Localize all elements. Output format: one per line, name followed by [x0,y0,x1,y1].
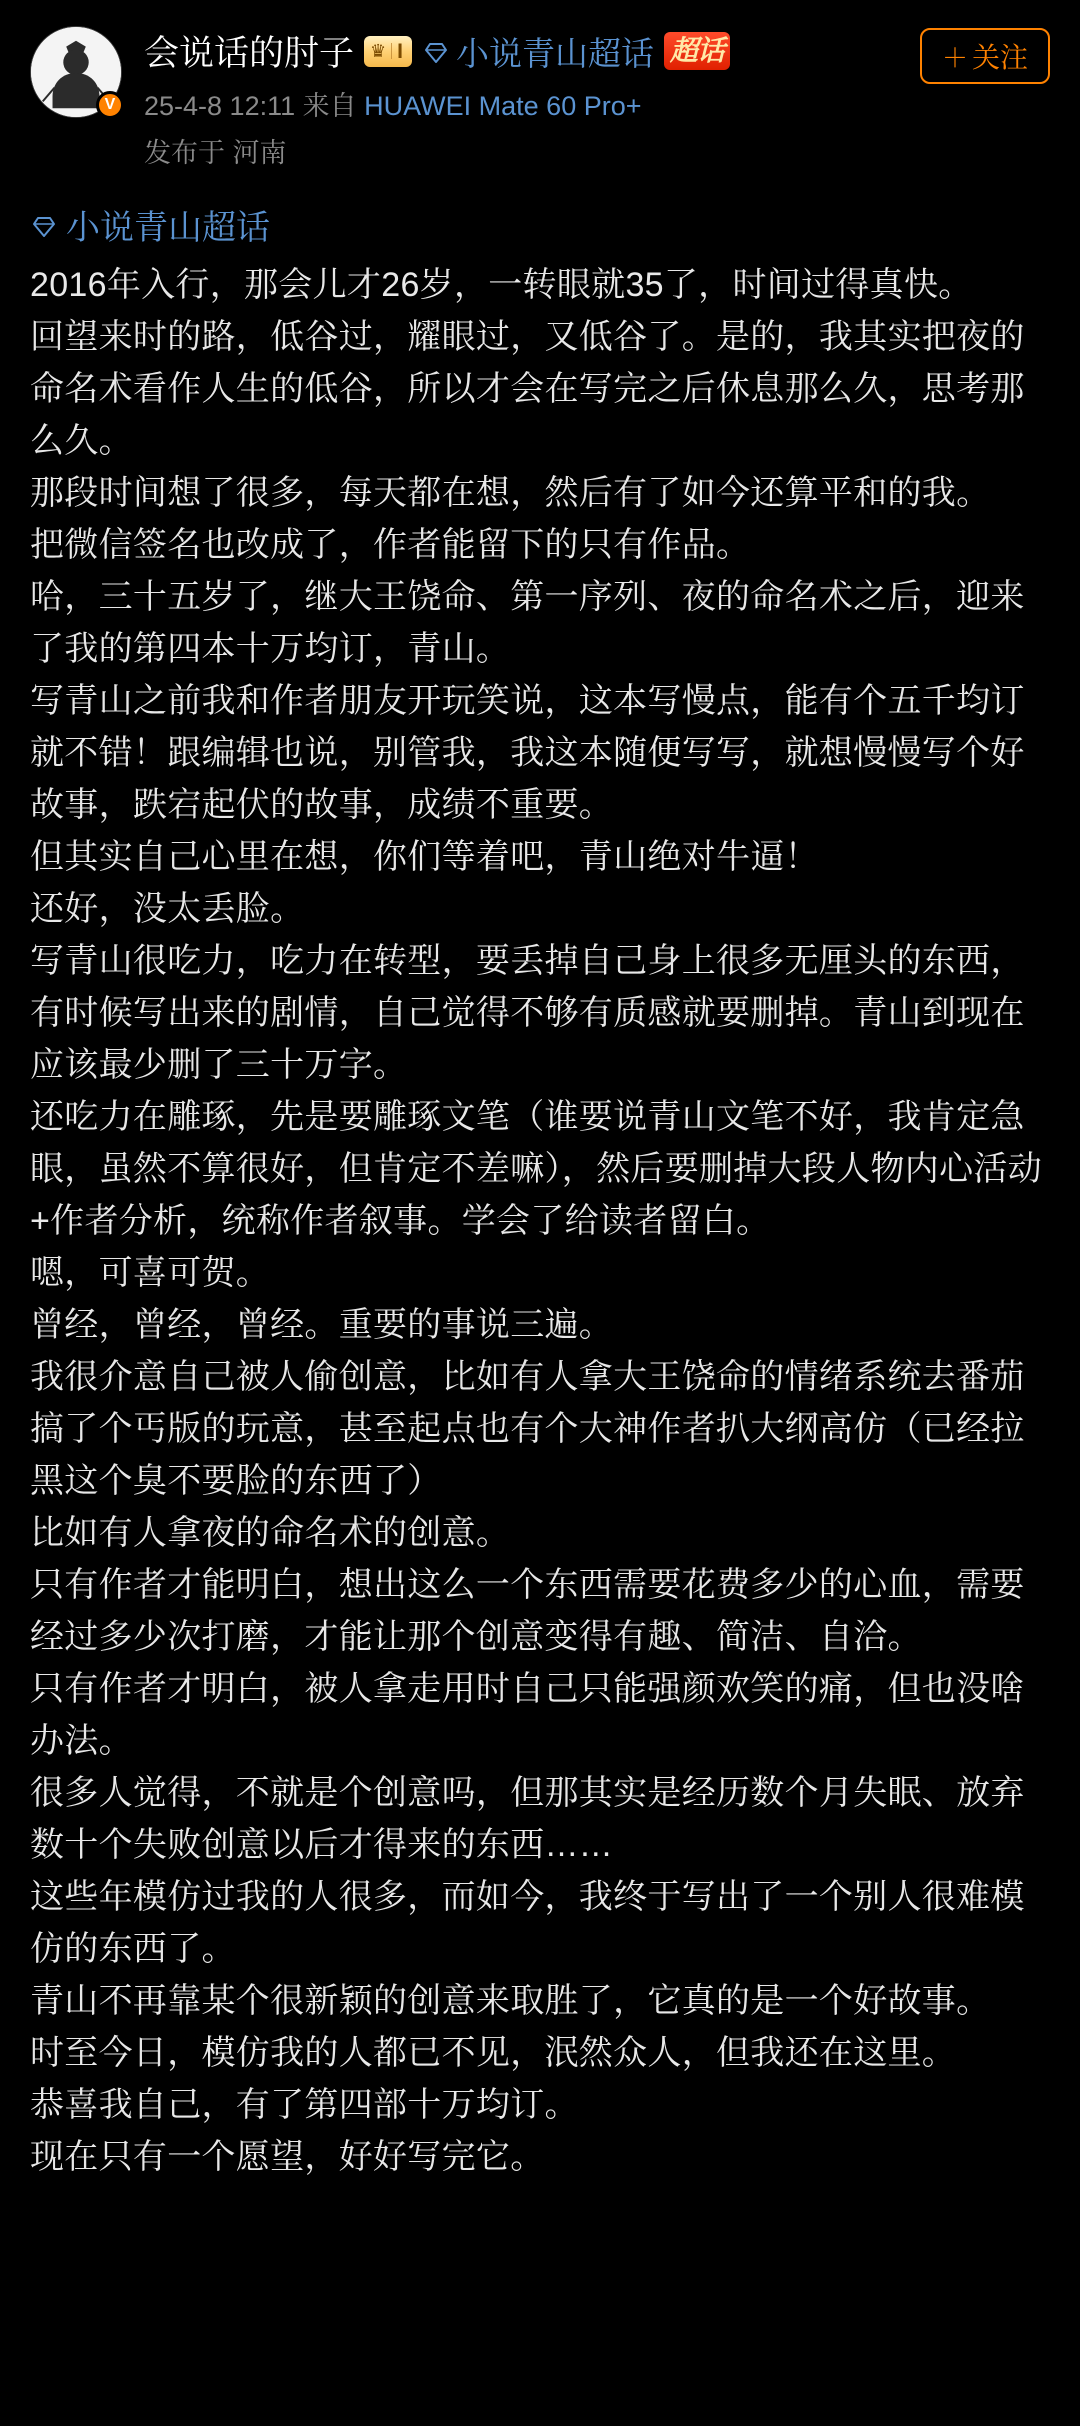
post-location-row [144,131,1050,170]
post-paragraph: 只有作者才明白，被人拿走用时自己只能强颜欢笑的痛，但也没啥办法。 [30,1670,1025,1760]
post-meta [144,84,1050,123]
post-paragraph: 嗯，可喜可贺。 [30,1254,271,1292]
body-topic-link[interactable] [30,200,1050,249]
vip-level-label: I [397,39,403,63]
post-paragraph: 只有作者才能明白，想出这么一个东西需要花费多少的心血，需要经过多少次打磨，才能让那个创意变得有趣、简洁、自洽。 [30,1566,1025,1656]
follow-button-label: 关注 [971,42,1028,73]
follow-button[interactable] [920,28,1050,84]
post-content [30,200,1050,2207]
post-paragraph: 回望来时的路，低谷过，耀眼过，又低谷了。是的，我其实把夜的命名术看作人生的低谷，所以才会在写完之后休息那么久，思考那么久。 [30,318,1025,460]
author-name-row [144,28,1050,74]
author-info [144,26,1050,170]
post-paragraph: 写青山之前我和作者朋友开玩笑说，这本写慢点，能有个五千均订就不错！跟编辑也说，别管我，我这本随便写写，就想慢慢写个好故事，跌宕起伏的故事，成绩不重要。 [30,682,1025,824]
post-paragraph: 我很介意自己被人偷创意，比如有人拿大王饶命的情绪系统去番茄搞了个丐版的玩意，甚至起点也有个大神作者扒大纲高仿（已经拉黑这个臭不要脸的东西了） [30,1358,1025,1500]
post-paragraph: 那段时间想了很多，每天都在想，然后有了如今还算平和的我。 [30,474,991,512]
source-prefix: 来自 [302,91,357,121]
post-paragraph: 恭喜我自己，有了第四部十万均订。 [30,2086,579,2124]
post-paragraph: 青山不再靠某个很新颖的创意来取胜了，它真的是一个好故事。 [30,1982,991,2020]
post-paragraph: 曾经，曾经，曾经。重要的事说三遍。 [30,1306,614,1344]
post-paragraph: 时至今日，模仿我的人都已不见，泯然众人，但我还在这里。 [30,2034,957,2072]
post-timestamp: 25-4-8 12:11 [144,91,296,121]
header-topic-label: 小说青山超话 [456,34,654,72]
post-paragraph: 哈，三十五岁了，继大王饶命、第一序列、夜的命名术之后，迎来了我的第四本十万均订，青山。 [30,578,1025,668]
post-paragraph: 很多人觉得，不就是个创意吗，但那其实是经历数个月失眠、放弃数十个失败创意以后才得来的东西…… [30,1774,1025,1864]
vip-level-badge[interactable] [364,36,412,67]
post-device[interactable]: HUAWEI Mate 60 Pro+ [364,91,642,121]
post-paragraph: 这些年模仿过我的人很多，而如今，我终于写出了一个别人很难模仿的东西了。 [30,1878,1025,1968]
diamond-icon [30,211,58,239]
post-paragraph: 2016年入行，那会儿才26岁，一转眼就35了，时间过得真快。 [30,266,973,304]
super-topic-badge[interactable]: 超话 [664,32,730,70]
avatar[interactable] [30,26,122,118]
badge-divider [391,43,392,59]
header-topic-link[interactable] [422,28,654,75]
post-paragraph: 写青山很吃力，吃力在转型，要丢掉自己身上很多无厘头的东西，有时候写出来的剧情，自己觉得不够有质感就要删掉。青山到现在应该最少删了三十万字。 [30,942,1025,1084]
post-paragraph: 但其实自己心里在想，你们等着吧，青山绝对牛逼！ [30,838,819,876]
post-location: 河南 [232,138,287,168]
verified-badge: V [96,91,124,119]
post-paragraph: 把微信签名也改成了，作者能留下的只有作品。 [30,526,751,564]
author-name[interactable]: 会说话的肘子 [144,34,355,73]
body-topic-label: 小说青山超话 [66,209,270,247]
post-paragraph: 还吃力在雕琢，先是要雕琢文笔（谁要说青山文笔不好，我肯定急眼，虽然不算很好，但肯定不差嘛），然后要删掉大段人物内心活动+作者分析，统称作者叙事。学会了给读者留白。 [30,1098,1042,1240]
plus-icon: ＋ [941,42,968,73]
post-header [30,26,1050,170]
crown-icon: ♛ [370,40,387,61]
post-paragraph: 还好，没太丢脸。 [30,890,305,928]
location-prefix: 发布于 [144,138,225,168]
diamond-icon [422,37,450,65]
post-paragraph: 现在只有一个愿望，好好写完它。 [30,2138,545,2176]
post-paragraph: 比如有人拿夜的命名术的创意。 [30,1514,511,1552]
